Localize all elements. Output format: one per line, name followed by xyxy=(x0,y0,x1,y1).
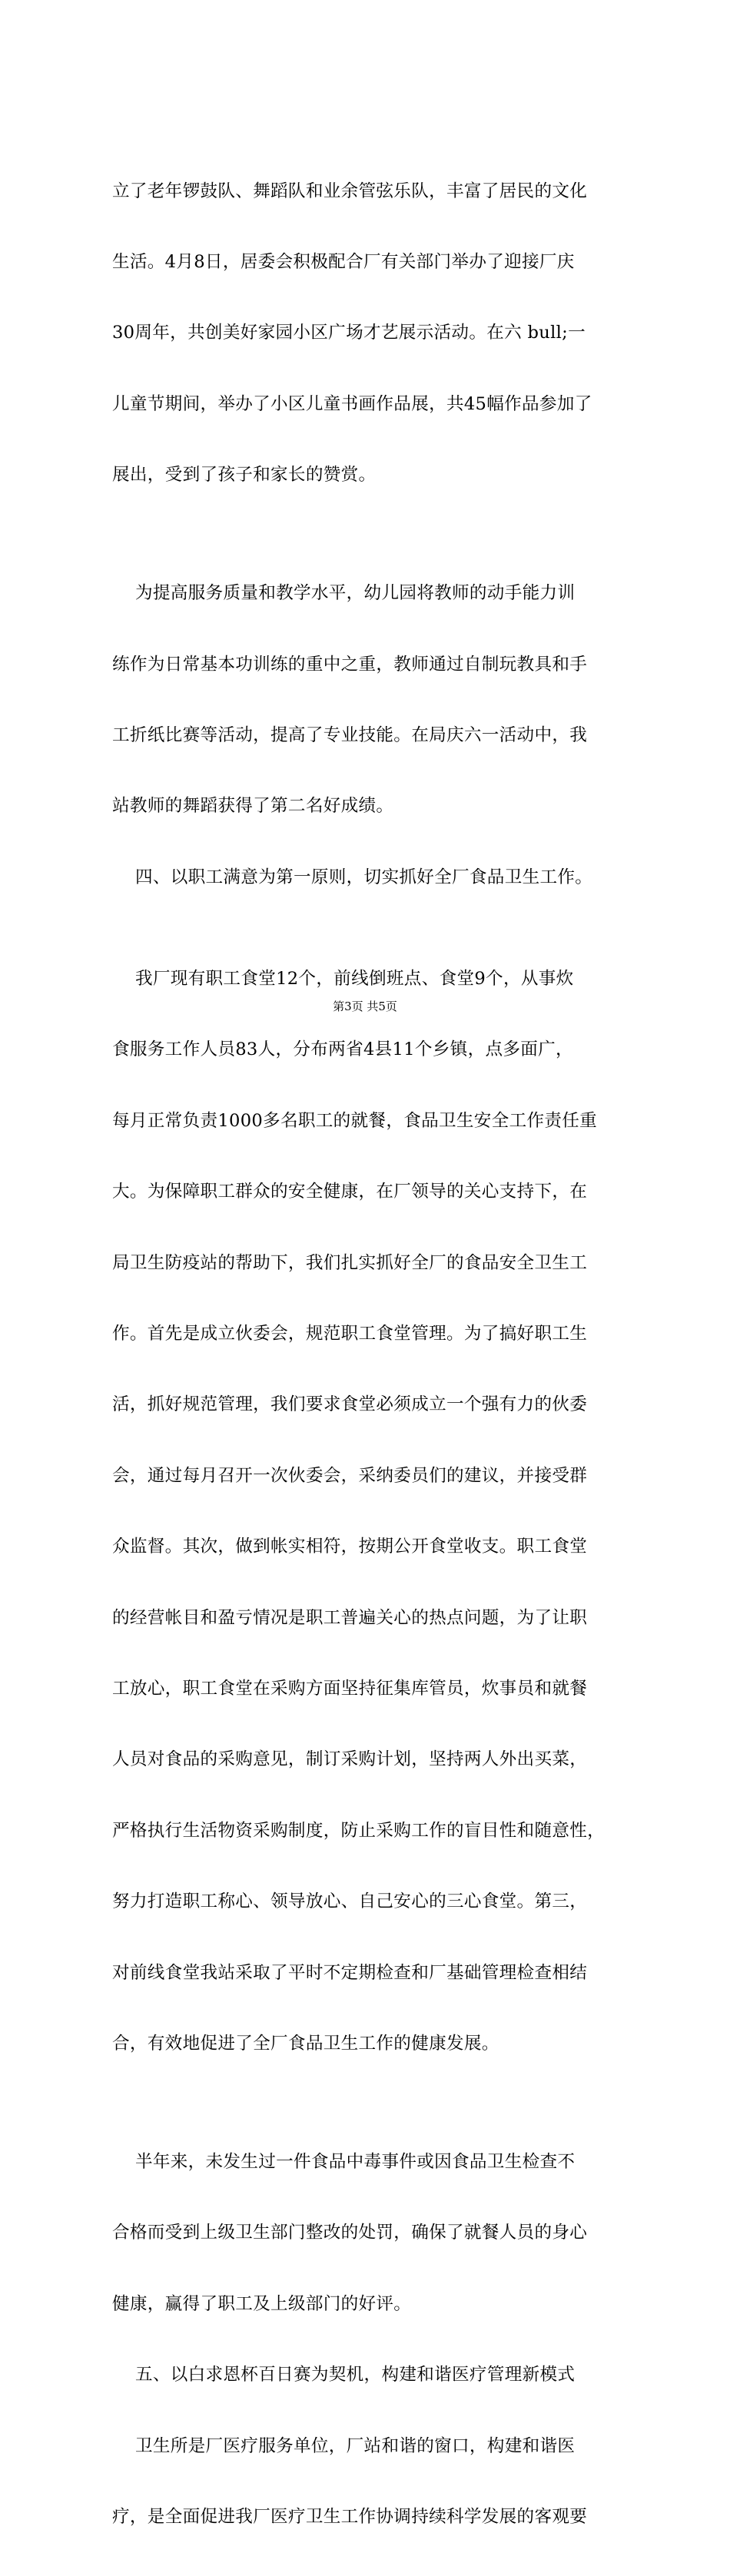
text-line: 努力打造职工称心、领导放心、自己安心的三心食堂。第三， xyxy=(112,1891,588,1912)
text-line: 我厂现有职工食堂12个，前线倒班点、食堂9个，从事炊 xyxy=(112,969,574,990)
text-line: 合格而受到上级卫生部门整改的处罚，确保了就餐人员的身心 xyxy=(112,2223,588,2243)
text-line: 众监督。其次，做到帐实相符，按期公开食堂收支。职工食堂 xyxy=(112,1537,588,1557)
text-line: 卫生所是厂医疗服务单位，厂站和谐的窗口，构建和谐医 xyxy=(112,2435,576,2456)
text-line: 的经营帐目和盈亏情况是职工普遍关心的热点问题，为了让职 xyxy=(112,1607,588,1628)
text-line: 会，通过每月召开一次伙委会，采纳委员们的建议，并接受群 xyxy=(112,1465,588,1486)
document-body xyxy=(112,132,650,2576)
paragraph-clinic xyxy=(112,2387,650,2576)
text-line: 合，有效地促进了全厂食品卫生工作的健康发展。 xyxy=(112,2033,499,2054)
text-line: 对前线食堂我站采取了平时不定期检查和厂基础管理检查相结 xyxy=(112,1962,588,1983)
page-number: 第3页 共5页 xyxy=(333,1000,397,1013)
paragraph-gap xyxy=(112,890,650,920)
text-line: 每月正常负责1000多名职工的就餐，食品卫生安全工作责任重 xyxy=(112,1110,598,1131)
text-line: 人员对食品的采购意见，制订采购计划，坚持两人外出买菜， xyxy=(112,1749,588,1770)
text-line: 为提高服务质量和教学水平，幼儿园将教师的动手能力训 xyxy=(112,583,576,604)
text-line: 工放心，职工食堂在采购方面坚持征集库管员，炊事员和就餐 xyxy=(112,1679,588,1699)
text-line: 食服务工作人员83人，分布两省4县11个乡镇，点多面广， xyxy=(112,1039,573,1060)
text-line: 儿童节期间，举办了小区儿童书画作品展，共45幅作品参加了 xyxy=(112,393,592,414)
text-line: 健康，赢得了职工及上级部门的好评。 xyxy=(112,2293,412,2314)
section-heading-5: 五、以白求恩杯百日赛为契机，构建和谐医疗管理新模式 xyxy=(112,2365,576,2385)
text-line: 疗，是全面促进我厂医疗卫生工作协调持续科学发展的客观要 xyxy=(112,2506,588,2527)
text-line: 半年来，未发生过一件食品中毒事件或因食品卫生检查不 xyxy=(112,2151,576,2172)
text-line: 作。首先是成立伙委会，规范职工食堂管理。为了搞好职工生 xyxy=(112,1324,588,1344)
paragraph-kindergarten xyxy=(112,535,650,866)
paragraph-half-year xyxy=(112,2103,650,2363)
text-line: 活，抓好规范管理，我们要求食堂必须成立一个强有力的伙委 xyxy=(112,1394,588,1415)
text-line: 工折纸比赛等活动，提高了专业技能。在局庆六一活动中，我 xyxy=(112,724,588,745)
section-heading-4: 四、以职工满意为第一原则，切实抓好全厂食品卫生工作。 xyxy=(112,867,593,887)
text-line: 30周年，共创美好家园小区广场才艺展示活动。在六 bull;一 xyxy=(112,323,586,343)
text-line: 练作为日常基本功训练的重中之重，教师通过自制玩教具和手 xyxy=(112,654,588,675)
text-line: 站教师的舞蹈获得了第二名好成绩。 xyxy=(112,796,394,817)
text-line: 立了老年锣鼓队、舞蹈队和业余管弦乐队，丰富了居民的文化 xyxy=(112,181,588,201)
text-line: 展出，受到了孩子和家长的赞赏。 xyxy=(112,465,377,486)
text-line: 局卫生防疫站的帮助下，我们扎实抓好全厂的食品安全卫生工 xyxy=(112,1252,588,1273)
text-line: 生活。4月8日，居委会积极配合厂有关部门举办了迎接厂庆 xyxy=(112,251,575,272)
paragraph-culture xyxy=(112,132,650,535)
text-line: 大。为保障职工群众的安全健康，在厂领导的关心支持下，在 xyxy=(112,1182,588,1202)
text-line: 严格执行生活物资采购制度，防止采购工作的盲目性和随意性， xyxy=(112,1820,606,1841)
paragraph-canteen xyxy=(112,920,650,2104)
